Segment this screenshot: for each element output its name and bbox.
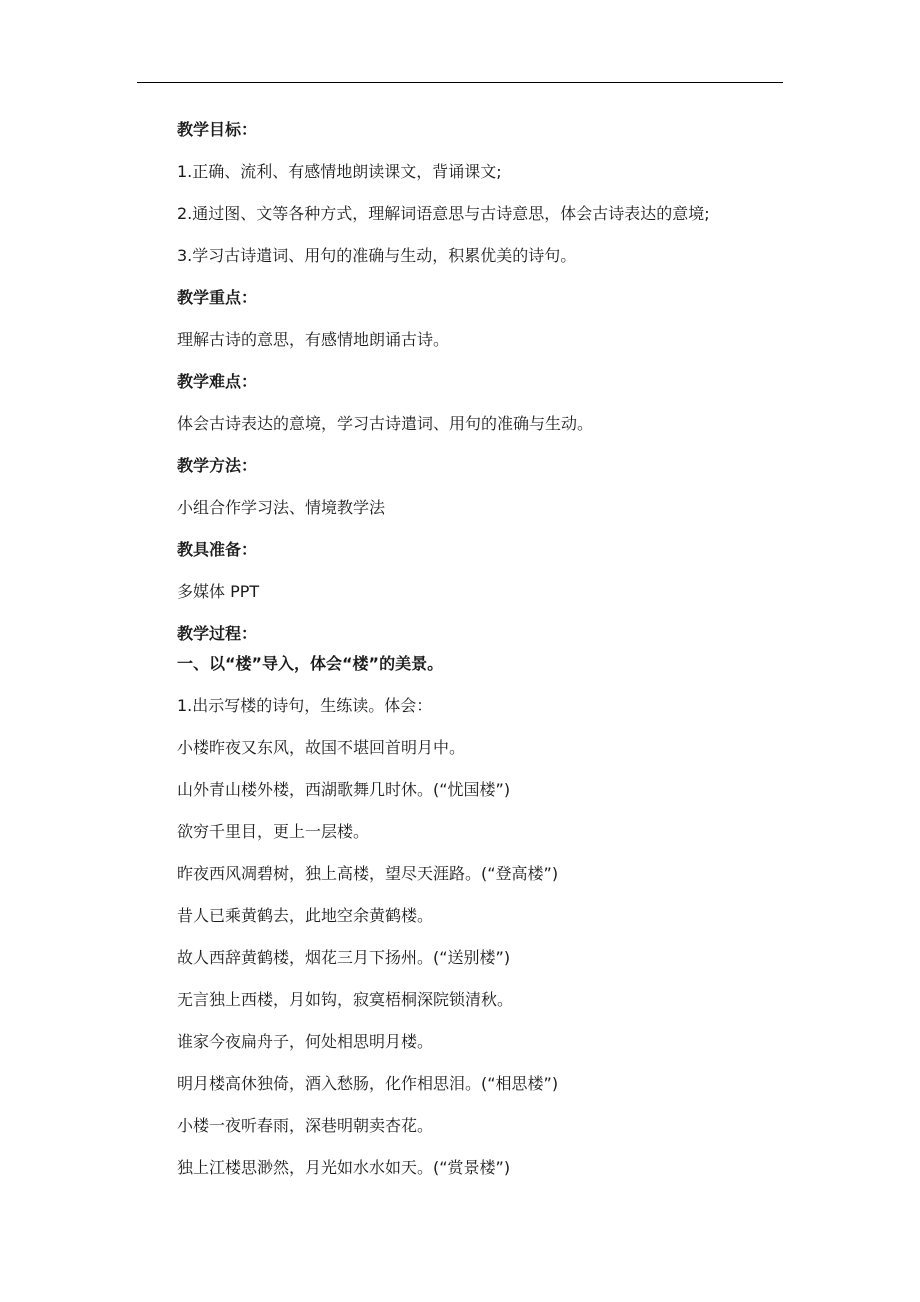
goal-item-3: 3.学习古诗遣词、用句的准确与生动，积累优美的诗句。 (177, 246, 577, 265)
heading-teaching-goals: 教学目标： (177, 120, 258, 139)
materials-text: 多媒体 PPT (177, 582, 260, 601)
goal-item-2: 2.通过图、文等各种方式，理解词语意思与古诗意思，体会古诗表达的意境; (177, 204, 710, 223)
step-1-text: 1.出示写楼的诗句，生练读。体会： (177, 696, 433, 715)
heading-difficulties: 教学难点： (177, 372, 258, 391)
key-points-text: 理解古诗的意思，有感情地朗诵古诗。 (177, 330, 450, 349)
header-rule (137, 82, 783, 83)
poem-line: 谁家今夜扁舟子，何处相思明月楼。 (177, 1032, 434, 1051)
poem-line: 故人西辞黄鹤楼，烟花三月下扬州。(“送别楼”) (177, 948, 511, 967)
heading-key-points: 教学重点： (177, 288, 258, 307)
poem-line: 山外青山楼外楼，西湖歌舞几时休。(“忧国楼”) (177, 780, 511, 799)
poem-line: 昨夜西风凋碧树，独上高楼，望尽天涯路。(“登高楼”) (177, 864, 559, 883)
section-heading-1: 一、以“楼”导入，体会“楼”的美景。 (177, 654, 444, 673)
heading-methods: 教学方法： (177, 456, 258, 475)
poem-line: 小楼昨夜又东风，故国不堪回首明月中。 (177, 738, 466, 757)
poem-line: 小楼一夜听春雨，深巷明朝卖杏花。 (177, 1116, 434, 1135)
poem-line: 昔人已乘黄鹤去，此地空余黄鹤楼。 (177, 906, 434, 925)
goal-item-1: 1.正确、流利、有感情地朗读课文，背诵课文; (177, 162, 502, 181)
poem-line: 明月楼高休独倚，酒入愁肠，化作相思泪。(“相思楼”) (177, 1074, 559, 1093)
poem-line: 独上江楼思渺然，月光如水水如天。(“赏景楼”) (177, 1158, 511, 1177)
heading-process: 教学过程： (177, 624, 258, 643)
methods-text: 小组合作学习法、情境教学法 (177, 498, 386, 517)
difficulties-text: 体会古诗表达的意境，学习古诗遣词、用句的准确与生动。 (177, 414, 594, 433)
poem-line: 无言独上西楼，月如钩，寂寞梧桐深院锁清秋。 (177, 990, 514, 1009)
poem-line: 欲穷千里目，更上一层楼。 (177, 822, 370, 841)
heading-materials: 教具准备： (177, 540, 258, 559)
